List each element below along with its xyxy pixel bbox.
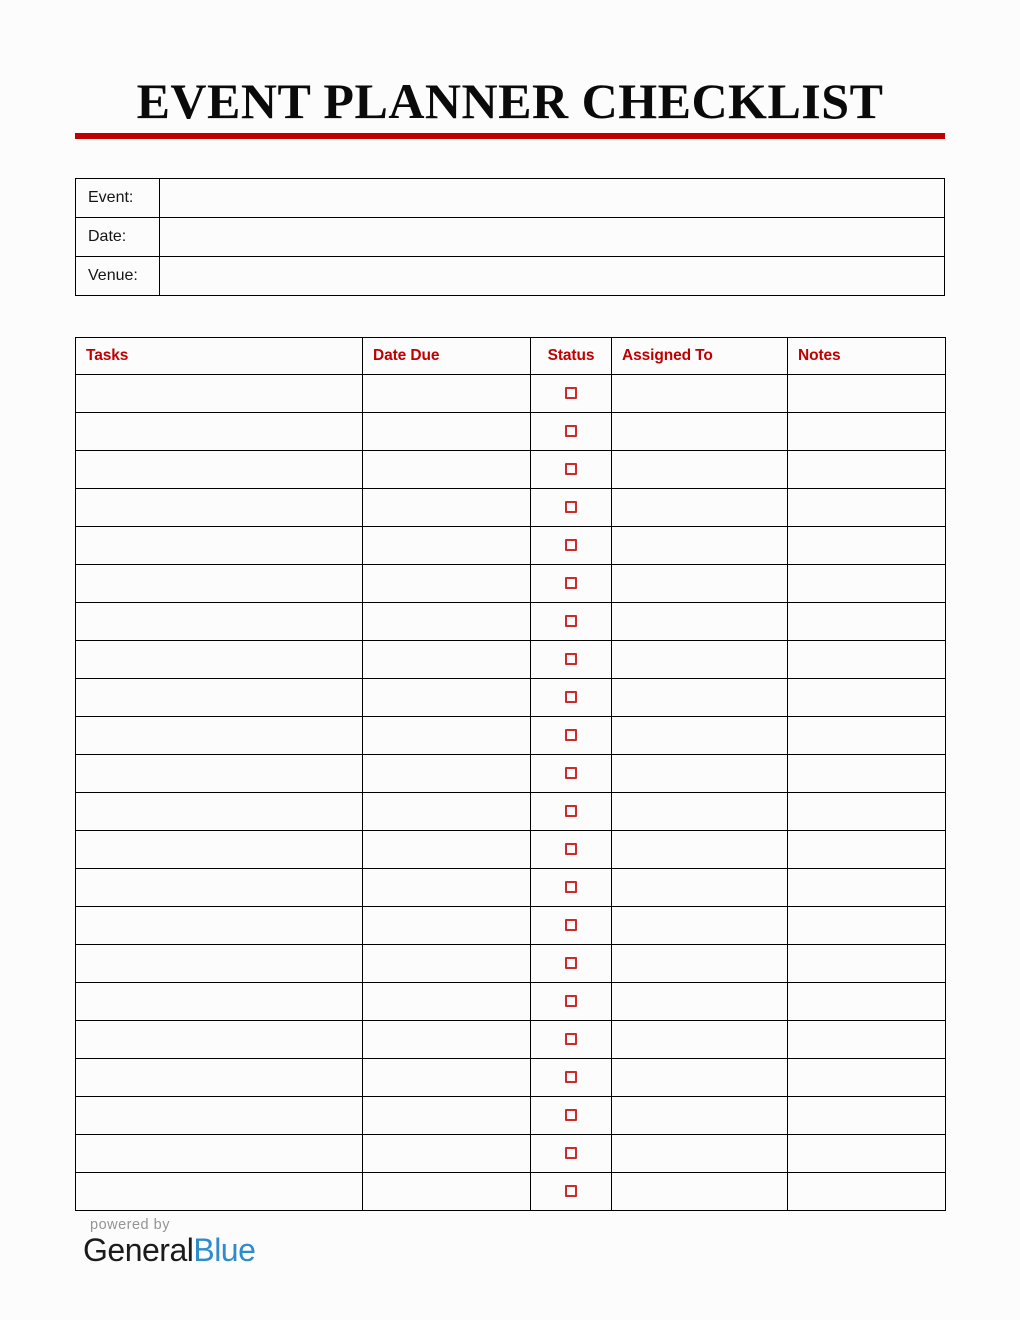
task-cell[interactable] [76,1097,363,1135]
status-cell[interactable] [531,375,612,413]
checklist-row [76,565,946,603]
status-checkbox-icon[interactable] [565,767,577,779]
checklist-row [76,1135,946,1173]
task-cell[interactable] [76,489,363,527]
status-checkbox-icon[interactable] [565,463,577,475]
title-divider [75,133,945,139]
assigned-to-cell[interactable] [612,1021,788,1059]
date-due-cell[interactable] [363,451,531,489]
date-value-field[interactable] [160,218,945,257]
date-due-cell[interactable] [363,1021,531,1059]
status-checkbox-icon[interactable] [565,1147,577,1159]
task-cell[interactable] [76,793,363,831]
assigned-to-cell[interactable] [612,1173,788,1211]
date-due-cell[interactable] [363,755,531,793]
notes-cell[interactable] [788,641,946,679]
assigned-to-cell[interactable] [612,375,788,413]
status-checkbox-icon[interactable] [565,919,577,931]
assigned-to-cell[interactable] [612,1059,788,1097]
status-checkbox-icon[interactable] [565,729,577,741]
status-cell[interactable] [531,755,612,793]
notes-cell[interactable] [788,869,946,907]
notes-cell[interactable] [788,451,946,489]
task-cell[interactable] [76,831,363,869]
date-due-cell[interactable] [363,1135,531,1173]
generalblue-logo[interactable] [83,1233,945,1267]
status-checkbox-icon[interactable] [565,1109,577,1121]
status-checkbox-icon[interactable] [565,995,577,1007]
status-checkbox-icon[interactable] [565,425,577,437]
checklist-row [76,527,946,565]
date-label: Date: [76,218,160,257]
page-title: EVENT PLANNER CHECKLIST [136,73,884,129]
task-cell[interactable] [76,1135,363,1173]
status-cell[interactable] [531,983,612,1021]
status-checkbox-icon[interactable] [565,843,577,855]
assigned-to-cell[interactable] [612,527,788,565]
assigned-to-cell[interactable] [612,565,788,603]
notes-cell[interactable] [788,413,946,451]
date-due-cell[interactable] [363,375,531,413]
checklist-row [76,641,946,679]
date-due-column-header: Date Due [363,338,531,375]
notes-cell[interactable] [788,793,946,831]
checklist-row [76,793,946,831]
assigned-to-cell[interactable] [612,831,788,869]
status-cell[interactable] [531,679,612,717]
notes-cell[interactable] [788,1059,946,1097]
notes-cell[interactable] [788,489,946,527]
assigned-to-cell[interactable] [612,983,788,1021]
date-due-cell[interactable] [363,907,531,945]
assigned-to-cell[interactable] [612,489,788,527]
assigned-to-cell[interactable] [612,603,788,641]
date-due-cell[interactable] [363,527,531,565]
notes-cell[interactable] [788,831,946,869]
date-due-cell[interactable] [363,679,531,717]
task-cell[interactable] [76,1059,363,1097]
checklist-row [76,375,946,413]
notes-cell[interactable] [788,1021,946,1059]
status-cell[interactable] [531,1097,612,1135]
checklist-row [76,717,946,755]
assigned-to-cell[interactable] [612,413,788,451]
status-checkbox-icon[interactable] [565,387,577,399]
checklist-row [76,1097,946,1135]
date-due-cell[interactable] [363,603,531,641]
assigned-to-cell[interactable] [612,679,788,717]
assigned-to-cell[interactable] [612,451,788,489]
assigned-to-column-header: Assigned To [612,338,788,375]
task-cell[interactable] [76,907,363,945]
event-value-field[interactable] [160,179,945,218]
task-cell[interactable] [76,1173,363,1211]
venue-label: Venue: [76,257,160,296]
date-due-cell[interactable] [363,793,531,831]
checklist-row [76,451,946,489]
notes-cell[interactable] [788,603,946,641]
assigned-to-cell[interactable] [612,907,788,945]
status-checkbox-icon[interactable] [565,957,577,969]
checklist-row [76,489,946,527]
task-cell[interactable] [76,945,363,983]
status-checkbox-icon[interactable] [565,805,577,817]
task-cell[interactable] [76,413,363,451]
checklist-row [76,1059,946,1097]
status-column-header: Status [531,338,612,375]
event-label: Event: [76,179,160,218]
date-due-cell[interactable] [363,1097,531,1135]
notes-cell[interactable] [788,755,946,793]
date-due-cell[interactable] [363,565,531,603]
assigned-to-cell[interactable] [612,755,788,793]
status-cell[interactable] [531,603,612,641]
status-cell[interactable] [531,907,612,945]
checklist-row [76,983,946,1021]
status-cell[interactable] [531,565,612,603]
checklist-row [76,945,946,983]
brand-general-text: General [83,1232,194,1268]
date-due-cell[interactable] [363,717,531,755]
task-cell[interactable] [76,451,363,489]
notes-cell[interactable] [788,717,946,755]
status-checkbox-icon[interactable] [565,615,577,627]
notes-cell[interactable] [788,527,946,565]
notes-cell[interactable] [788,907,946,945]
status-checkbox-icon[interactable] [565,1185,577,1197]
status-cell[interactable] [531,945,612,983]
task-cell[interactable] [76,755,363,793]
status-checkbox-icon[interactable] [565,501,577,513]
event-info-table [75,178,945,296]
status-cell[interactable] [531,717,612,755]
checklist-row [76,679,946,717]
task-cell[interactable] [76,565,363,603]
notes-cell[interactable] [788,375,946,413]
checklist-row [76,603,946,641]
task-cell[interactable] [76,527,363,565]
assigned-to-cell[interactable] [612,1135,788,1173]
task-cell[interactable] [76,679,363,717]
notes-cell[interactable] [788,983,946,1021]
notes-cell[interactable] [788,679,946,717]
notes-cell[interactable] [788,565,946,603]
checklist-body [76,375,946,1211]
task-cell[interactable] [76,717,363,755]
assigned-to-cell[interactable] [612,1097,788,1135]
assigned-to-cell[interactable] [612,945,788,983]
status-checkbox-icon[interactable] [565,653,577,665]
footer [75,1217,945,1267]
date-due-cell[interactable] [363,831,531,869]
checklist-row [76,907,946,945]
status-cell[interactable] [531,413,612,451]
status-cell[interactable] [531,831,612,869]
notes-cell[interactable] [788,1135,946,1173]
event-info-row [76,257,945,296]
assigned-to-cell[interactable] [612,641,788,679]
event-info-row [76,218,945,257]
tasks-column-header: Tasks [76,338,363,375]
status-cell[interactable] [531,869,612,907]
status-checkbox-icon[interactable] [565,881,577,893]
status-cell[interactable] [531,1021,612,1059]
task-cell[interactable] [76,641,363,679]
assigned-to-cell[interactable] [612,869,788,907]
task-cell[interactable] [76,603,363,641]
task-cell[interactable] [76,983,363,1021]
status-checkbox-icon[interactable] [565,1033,577,1045]
date-due-cell[interactable] [363,945,531,983]
status-cell[interactable] [531,451,612,489]
status-cell[interactable] [531,527,612,565]
date-due-cell[interactable] [363,489,531,527]
status-cell[interactable] [531,1173,612,1211]
date-due-cell[interactable] [363,413,531,451]
notes-cell[interactable] [788,945,946,983]
status-cell[interactable] [531,1135,612,1173]
status-checkbox-icon[interactable] [565,691,577,703]
checklist-header-row [76,338,946,375]
task-cell[interactable] [76,869,363,907]
status-checkbox-icon[interactable] [565,539,577,551]
task-cell[interactable] [76,375,363,413]
date-due-cell[interactable] [363,1173,531,1211]
assigned-to-cell[interactable] [612,793,788,831]
event-info-row [76,179,945,218]
status-checkbox-icon[interactable] [565,577,577,589]
date-due-cell[interactable] [363,641,531,679]
checklist-row [76,1021,946,1059]
notes-cell[interactable] [788,1173,946,1211]
date-due-cell[interactable] [363,869,531,907]
checklist-row [76,869,946,907]
venue-value-field[interactable] [160,257,945,296]
checklist-row [76,413,946,451]
checklist-table [75,337,946,1211]
notes-cell[interactable] [788,1097,946,1135]
checklist-row [76,1173,946,1211]
date-due-cell[interactable] [363,1059,531,1097]
status-cell[interactable] [531,1059,612,1097]
status-checkbox-icon[interactable] [565,1071,577,1083]
powered-by-text: powered by [90,1217,170,1233]
brand-blue-text: Blue [193,1232,256,1268]
status-cell[interactable] [531,793,612,831]
status-cell[interactable] [531,641,612,679]
checklist-row [76,831,946,869]
assigned-to-cell[interactable] [612,717,788,755]
notes-column-header: Notes [788,338,946,375]
date-due-cell[interactable] [363,983,531,1021]
checklist-row [76,755,946,793]
status-cell[interactable] [531,489,612,527]
task-cell[interactable] [76,1021,363,1059]
